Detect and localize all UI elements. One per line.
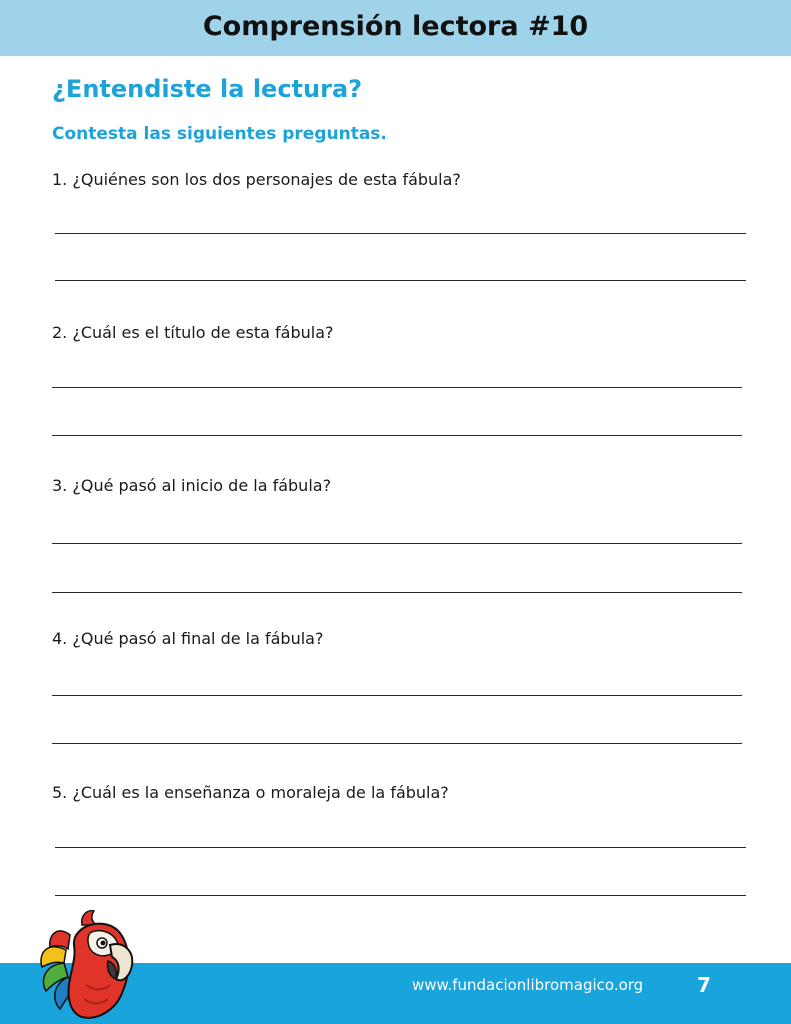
question-2: 2. ¿Cuál es el título de esta fábula? — [52, 323, 334, 342]
section-heading: ¿Entendiste la lectura? — [52, 75, 363, 103]
answer-line-3b[interactable] — [52, 592, 742, 593]
answer-line-4b[interactable] — [52, 743, 742, 744]
answer-line-3a[interactable] — [52, 543, 742, 544]
question-5: 5. ¿Cuál es la enseñanza o moraleja de la fábula? — [52, 783, 449, 802]
answer-line-1b[interactable] — [55, 280, 746, 281]
footer-website: www.fundacionlibromagico.org — [412, 976, 644, 994]
page-number: 7 — [697, 973, 711, 997]
answer-line-5b[interactable] — [55, 895, 746, 896]
question-1: 1. ¿Quiénes son los dos personajes de esta fábula? — [52, 170, 461, 189]
question-3: 3. ¿Qué pasó al inicio de la fábula? — [52, 476, 332, 495]
instructions: Contesta las siguientes preguntas. — [52, 124, 387, 144]
parrot-mascot-icon — [36, 905, 142, 1024]
answer-line-4a[interactable] — [52, 695, 742, 696]
answer-line-5a[interactable] — [55, 847, 746, 848]
page-title: Comprensión lectora #10 — [202, 11, 589, 42]
answer-line-2a[interactable] — [52, 387, 742, 388]
question-4: 4. ¿Qué pasó al final de la fábula? — [52, 629, 324, 648]
answer-line-2b[interactable] — [52, 435, 742, 436]
answer-line-1a[interactable] — [55, 233, 746, 234]
